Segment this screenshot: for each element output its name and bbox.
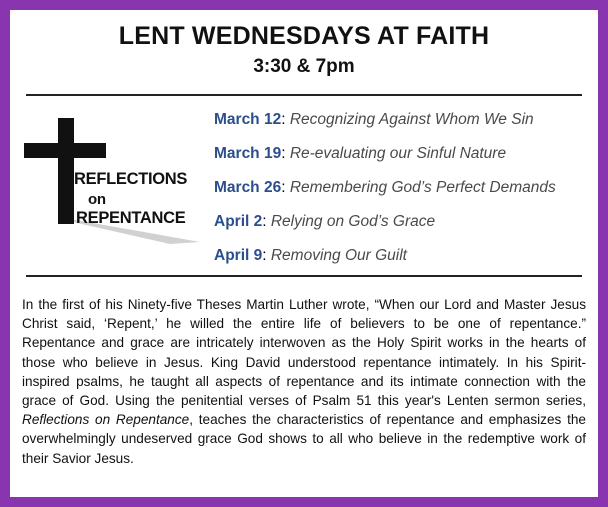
- schedule-topic: Re-evaluating our Sinful Nature: [289, 145, 507, 162]
- series-title: Reflections on Repentance: [22, 412, 190, 428]
- schedule-separator: :: [281, 111, 290, 128]
- schedule-separator: :: [281, 179, 290, 196]
- description-part-1: In the first of his Ninety-five Theses Martin Luther wrote, “When our Lord and Master Jesus Christ said, ‘Repent,’ he willed the entire life of believers to be one of repentance.” Repentance and grace are intricately interwoven as the Holy Spirit works in the hearts of those who believe in Jesus. King David understood repentance intimately. In his Spirit-inspired psalms, he taught all aspects of repentance and its intimate connection with the grace of God. Using the penitential verses of Psalm 51 this year's Lenten sermon series,: [22, 297, 586, 409]
- schedule-topic: Remembering God’s Perfect Demands: [289, 179, 556, 196]
- reflections-logo: [20, 118, 200, 248]
- schedule-separator: :: [281, 145, 290, 162]
- bottom-divider: [26, 275, 582, 277]
- logo-line-on: on: [88, 191, 106, 208]
- schedule-item: [214, 108, 594, 142]
- logo-line-repentance: REPENTANCE: [76, 209, 186, 227]
- service-times: 3:30 & 7pm: [253, 56, 355, 77]
- logo-line-reflections: REFLECTIONS: [74, 170, 188, 188]
- page-title: LENT WEDNESDAYS AT FAITH: [118, 22, 490, 50]
- schedule-date: March 19: [214, 145, 282, 162]
- schedule-topic: Removing Our Guilt: [270, 247, 407, 264]
- series-description: [22, 295, 586, 468]
- flyer-card: [10, 10, 598, 497]
- schedule-item: [214, 176, 594, 210]
- schedule-item: [214, 210, 594, 244]
- schedule-date: March 26: [214, 179, 282, 196]
- cross-vertical: [58, 118, 74, 224]
- schedule-separator: :: [262, 247, 271, 264]
- schedule-item: [214, 142, 594, 176]
- schedule-date: March 12: [214, 111, 282, 128]
- top-divider: [26, 94, 582, 96]
- sermon-schedule: [214, 108, 594, 278]
- cross-horizontal: [24, 143, 106, 158]
- schedule-separator: :: [262, 213, 271, 230]
- schedule-topic: Relying on God’s Grace: [270, 213, 436, 230]
- schedule-date: April 9: [214, 247, 263, 264]
- schedule-item: [214, 244, 594, 278]
- schedule-topic: Recognizing Against Whom We Sin: [289, 111, 534, 128]
- description-part-2: , teaches the characteristics of repentance and emphasizes the overwhelmingly undeserved grace God shows to all who believe in the redemptive work of their Savior Jesus.: [22, 412, 586, 466]
- schedule-date: April 2: [214, 213, 263, 230]
